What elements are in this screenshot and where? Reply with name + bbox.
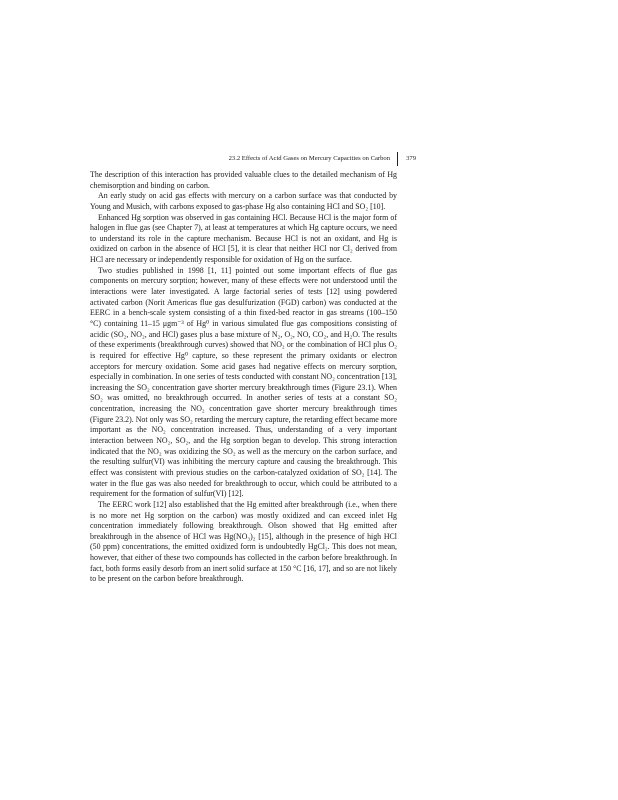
- running-header: [180, 152, 416, 166]
- running-title: 23.2 Effects of Acid Gases on Mercury Capacities on Carbon: [228, 155, 390, 162]
- paragraph-3: Enhanced Hg sorption was observed in gas containing HCl. Because HCl is the major form of halogen in flue gas (see Chapter 7), at least at temperatures at which Hg capture occurs, we need to understand its role in the capture mechanism. Because HCl is not an oxidant, and Hg is oxidized on carbon in the absence of HCl [5], it is clear that neither HCl nor Cl₂ derived from HCl are necessary or independently responsible for oxidation of Hg on the surface.: [90, 212, 397, 265]
- paragraph-4: Two studies published in 1998 [1, 11] pointed out some important effects of flue gas components on mercury sorption; however, many of these effects were not understood until the interactions were later investigated. A large factorial series of tests [12] using powdered activated carbon (Norit Americas flue gas desulfurization (FGD) carbon) was conducted at the EERC in a bench-scale system consisting of a thin fixed-bed reactor in gas streams (100–150 °C) containing 11–15 μgm⁻³ of Hg⁰ in various simulated flue gas compositions consisting of acidic (SO₂, NO₂, and HCl) gases plus a base mixture of N₂, O₂, NO, CO₂, and H₂O. The results of these experiments (breakthrough curves) showed that NO₂ or the combination of HCl plus O₂ is required for effective Hg⁰ capture, so these represent the primary oxidants or electron acceptors for mercury oxidation. Some acid gases had negative effects on mercury sorption, especially in combination. In one series of tests conducted with constant NO₂ concentration [13], increasing the SO₂ concentration gave shorter mercury breakthrough times (Figure 23.1). When SO₂ was omitted, no breakthrough occurred. In another series of tests at a constant SO₂ concentration, increasing the NO₂ concentration gave shorter mercury breakthrough times (Figure 23.2). Not only was SO₂ retarding the mercury capture, the retarding effect became more important as the NO₂ concentration increased. Thus, understanding of a very important interaction between NO₂, SO₂, and the Hg sorption began to develop. This strong interaction indicated that the NO₂ was oxidizing the SO₂ as well as the mercury on the carbon surface, and the resulting sulfur(VI) was inhibiting the mercury capture and causing the breakthrough. This effect was consistent with previous studies on the carbon-catalyzed oxidation of SO₂ [14]. The water in the flue gas was also needed for breakthrough to occur, which could be attributed to a requirement for the formation of sulfur(VI) [12].: [90, 265, 397, 499]
- paragraph-2: An early study on acid gas effects with mercury on a carbon surface was that conducted by Young and Musich, with carbons exposed to gas-phase Hg also containing HCl and SO₂ [10].: [90, 191, 397, 211]
- paragraph-5: The EERC work [12] also established that the Hg emitted after breakthrough (i.e., when there is no more net Hg sorption on the carbon) was mostly oxidized and can exceed inlet Hg concentration immediately following breakthrough. Olson showed that Hg emitted after breakthrough in the absence of HCl was Hg(NO₃)₂ [15], although in the presence of high HCl (50 ppm) concentrations, the emitted oxidized form is undoubtedly HgCl₂. This does not mean, however, that either of these two compounds has collected in the carbon before breakthrough. In fact, both forms easily desorb from an inert solid surface at 150 °C [16, 17], and so are not likely to be present on the carbon before breakthrough.: [90, 499, 397, 584]
- body-text: [90, 170, 397, 585]
- page-number: 379: [406, 155, 416, 162]
- header-divider: [397, 152, 398, 166]
- paragraph-1: The description of this interaction has provided valuable clues to the detailed mechanism of Hg chemisorption and binding on carbon.: [90, 170, 397, 190]
